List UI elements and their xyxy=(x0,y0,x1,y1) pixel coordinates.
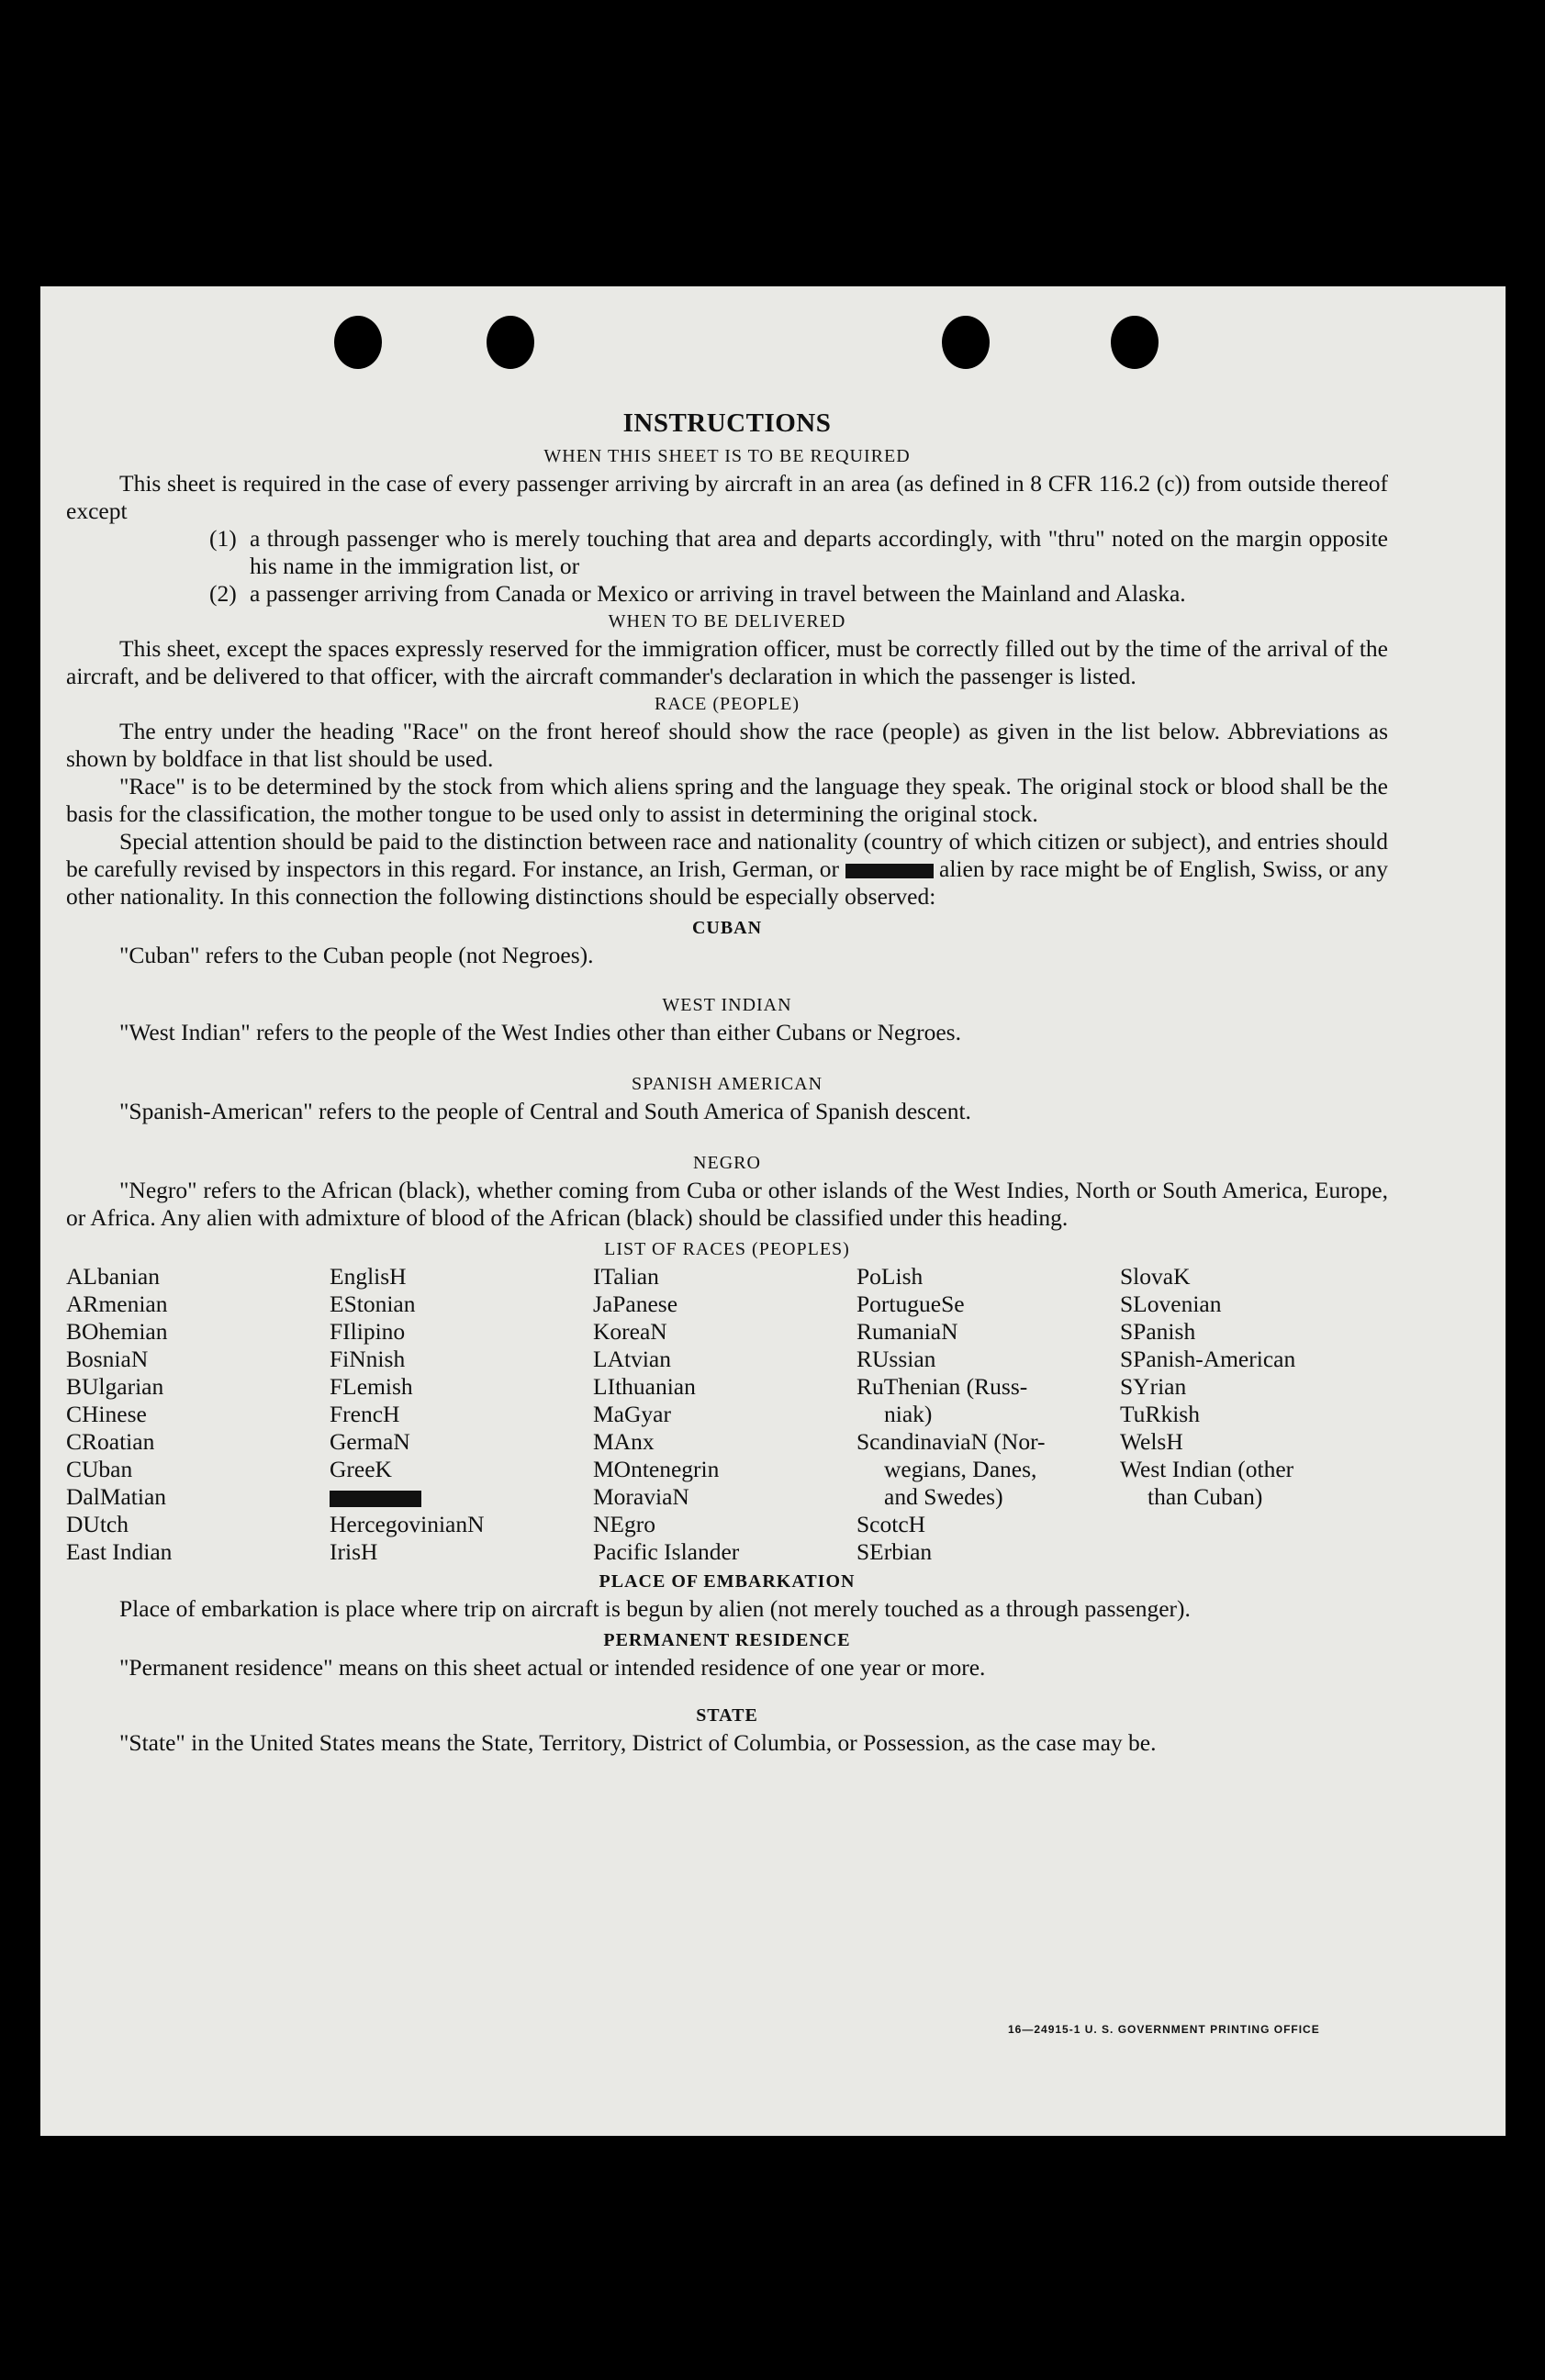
race-item: TuRkish xyxy=(1120,1401,1200,1427)
race-item: RumaniaN xyxy=(856,1318,958,1345)
race-item: NEgro xyxy=(593,1511,655,1537)
item-2-text: a passenger arriving from Canada or Mexico or arriving in travel between the Mainland and Alaska. xyxy=(250,580,1186,607)
race-item: LAtvian xyxy=(593,1346,671,1372)
race-item: BosniaN xyxy=(66,1346,149,1372)
race-item: FIlipino xyxy=(330,1318,406,1345)
race-item-redacted xyxy=(330,1483,593,1511)
printing-office-code: 16—24915-1 U. S. GOVERNMENT PRINTING OFFICE xyxy=(1008,2023,1320,2036)
race-item: LIthuanian xyxy=(593,1373,696,1400)
race-item: JaPanese xyxy=(593,1291,678,1317)
race-paragraph-3 xyxy=(66,828,1388,911)
race-item: ScotcH xyxy=(856,1511,926,1537)
race-item: Pacific Islander xyxy=(593,1538,740,1565)
race-item: BOhemian xyxy=(66,1318,168,1345)
race-item: SErbian xyxy=(856,1538,933,1565)
races-column-3 xyxy=(593,1263,856,1566)
race-item: RuThenian (Russ- xyxy=(856,1373,1028,1400)
punch-hole-2 xyxy=(487,316,534,369)
race-item: SlovaK xyxy=(1120,1263,1191,1290)
embarkation-text: Place of embarkation is place where trip on aircraft is begun by alien (not merely touched as a through passenger). xyxy=(119,1595,1191,1622)
item-1 xyxy=(66,525,1388,580)
heading-spanish-american: SPANISH AMERICAN xyxy=(631,1074,823,1094)
race-item: MoraviaN xyxy=(593,1483,689,1510)
heading-west-indian: WEST INDIAN xyxy=(662,995,792,1015)
race-item: MOntenegrin xyxy=(593,1456,720,1482)
punch-hole-3 xyxy=(942,316,990,369)
item-2 xyxy=(66,580,1388,608)
heading-list-of-races: LIST OF RACES (PEOPLES) xyxy=(604,1239,850,1259)
race-item: PortugueSe xyxy=(856,1291,965,1317)
heading-delivered: WHEN TO BE DELIVERED xyxy=(608,611,846,631)
race-paragraph-2: "Race" is to be determined by the stock from which aliens spring and the language they speak. The original stock or blood shall be the basis for the classification, the mother tongue to be used only to assist in determining the original stock. xyxy=(66,773,1388,827)
races-column-1 xyxy=(66,1263,330,1566)
race-item: SPanish-American xyxy=(1120,1346,1296,1372)
race-item: IrisH xyxy=(330,1538,378,1565)
race-paragraph-3b: alien by race might be of English, Swiss, or any other nationality. In this connection the following distinctions should be especially observed: xyxy=(66,855,1389,910)
race-paragraph-1: The entry under the heading "Race" on the front hereof should show the race (people) as given in the list below. Abbreviations as shown by boldface in that list should be used. xyxy=(66,718,1388,772)
race-item: MaGyar xyxy=(593,1401,671,1427)
heading-required: WHEN THIS SHEET IS TO BE REQUIRED xyxy=(543,446,911,466)
race-item: ARmenian xyxy=(66,1291,168,1317)
race-item: MAnx xyxy=(593,1428,655,1455)
race-item: ScandinaviaN (Nor- xyxy=(856,1428,1046,1455)
race-item: KoreaN xyxy=(593,1318,667,1345)
item-2-number: (2) xyxy=(209,580,237,607)
race-item: wegians, Danes, xyxy=(884,1456,1037,1482)
race-item: SLovenian xyxy=(1120,1291,1222,1317)
race-item: CHinese xyxy=(66,1401,147,1427)
item-1-text: a through passenger who is merely touching that area and departs accordingly, with "thru" noted on the margin opposite his name in the immigration list, or xyxy=(250,525,1388,579)
heading-embarkation: PLACE OF EMBARKATION xyxy=(599,1571,856,1592)
race-item: DUtch xyxy=(66,1511,129,1537)
races-column-4 xyxy=(856,1263,1120,1566)
race-item: FLemish xyxy=(330,1373,413,1400)
instructions-content xyxy=(66,409,1388,1757)
race-item: CRoatian xyxy=(66,1428,155,1455)
heading-negro: NEGRO xyxy=(693,1153,761,1173)
redaction-mark xyxy=(845,864,934,878)
heading-cuban: CUBAN xyxy=(691,918,763,938)
race-item: ALbanian xyxy=(66,1263,160,1290)
race-item: DalMatian xyxy=(66,1483,167,1510)
race-item: CUban xyxy=(66,1456,133,1482)
state-text: "State" in the United States means the State, Territory, District of Columbia, or Possession, as the case may be. xyxy=(119,1729,1157,1756)
race-item: West Indian (other xyxy=(1120,1456,1294,1482)
delivered-text: This sheet, except the spaces expressly reserved for the immigration officer, must be correctly filled out by the time of the arrival of the aircraft, and be delivered to that officer, with the aircraft commander's declaration in which the passenger is listed. xyxy=(66,635,1388,689)
spanish-american-text: "Spanish-American" refers to the people of Central and South America of Spanish descent. xyxy=(119,1098,971,1124)
races-column-2 xyxy=(330,1263,593,1566)
race-item: WelsH xyxy=(1120,1428,1183,1455)
races-column-5 xyxy=(1120,1263,1388,1566)
race-item: SYrian xyxy=(1120,1373,1187,1400)
negro-text: "Negro" refers to the African (black), whether coming from Cuba or other islands of the West Indies, North or South America, Europe, or Africa. Any alien with admixture of blood of the African (black) should be classified under this heading. xyxy=(66,1177,1388,1231)
redaction-mark xyxy=(330,1491,421,1507)
heading-state: STATE xyxy=(696,1705,758,1726)
race-item: SPanish xyxy=(1120,1318,1196,1345)
punch-hole-1 xyxy=(334,316,382,369)
race-item: PoLish xyxy=(856,1263,924,1290)
race-item: ITalian xyxy=(593,1263,659,1290)
race-item: FiNnish xyxy=(330,1346,406,1372)
west-indian-text: "West Indian" refers to the people of the West Indies other than either Cubans or Negroes. xyxy=(119,1019,961,1045)
heading-permanent-residence: PERMANENT RESIDENCE xyxy=(603,1630,851,1650)
race-item: GermaN xyxy=(330,1428,410,1455)
races-list xyxy=(66,1263,1388,1566)
required-text: This sheet is required in the case of every passenger arriving by aircraft in an area (as defined in 8 CFR 116.2 (c)) from outside thereof except xyxy=(66,470,1388,524)
race-item: and Swedes) xyxy=(884,1483,1003,1510)
cuban-text: "Cuban" refers to the Cuban people (not Negroes). xyxy=(119,942,594,968)
race-item: BUlgarian xyxy=(66,1373,164,1400)
race-item: East Indian xyxy=(66,1538,173,1565)
race-item: FrencH xyxy=(330,1401,400,1427)
heading-race: RACE (PEOPLE) xyxy=(655,694,800,714)
race-item: EStonian xyxy=(330,1291,416,1317)
item-1-number: (1) xyxy=(209,525,237,552)
race-item: niak) xyxy=(884,1401,933,1427)
race-item: HercegovinianN xyxy=(330,1511,485,1537)
race-item: EnglisH xyxy=(330,1263,407,1290)
page-title: INSTRUCTIONS xyxy=(622,408,832,438)
race-paragraph-3a: Special attention should be paid to the distinction between race and nationality (country of which citizen or subject), and entries should be carefully revised by inspectors in this regard. For instance, an Irish, German, or xyxy=(66,828,1388,882)
race-item: RUssian xyxy=(856,1346,936,1372)
permanent-residence-text: "Permanent residence" means on this sheet actual or intended residence of one year or more. xyxy=(119,1654,986,1681)
document-sheet xyxy=(40,286,1506,2136)
punch-hole-4 xyxy=(1111,316,1159,369)
race-item: GreeK xyxy=(330,1456,392,1482)
race-item: than Cuban) xyxy=(1148,1483,1263,1510)
